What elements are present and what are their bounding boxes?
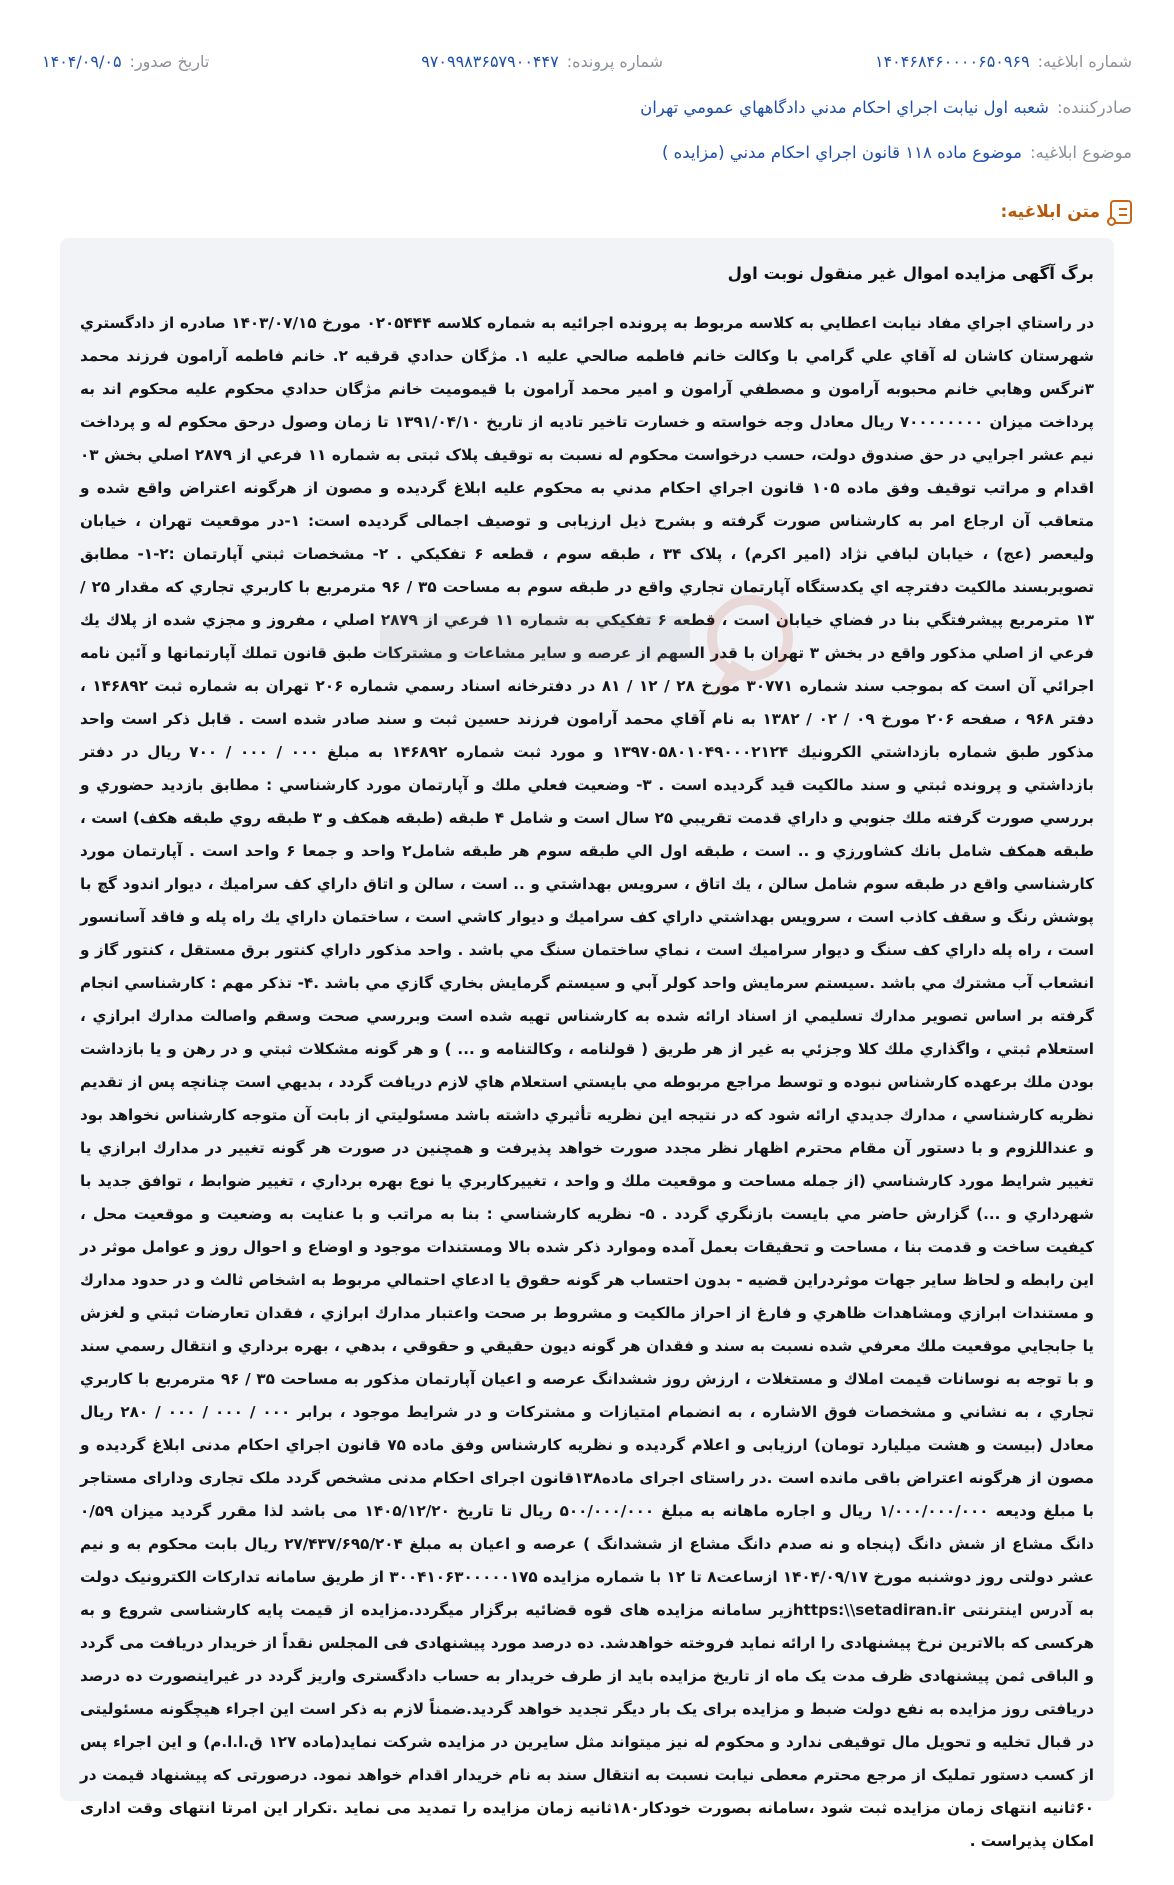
- subject-value: موضوع ماده ۱۱۸ قانون اجراي احکام مدني (مزايده ): [661, 143, 1022, 162]
- notice-body: در راستاي اجراي مفاد نيابت اعطايي به کلاسه مربوط به پرونده اجرائيه به شماره کلاسه ۰۲۰۵۴۴۴ مورخ ۱۴۰۳/۰۷/۱۵ صادره از دادگستري شهرستان کاشان له آقاي علي گرامي با وکالت خانم فاطمه صالحي عليه ۱. مژگان حدادي قرقيه ۲. خانم فاطمه آرامون فرزند محمد ۳نرگس وهابي خانم محبوبه آرامون و مصطفي آرامون و امير محمد آرامون با قيموميت خانم مژگان حدادي محکوم عليه محکوم اند به پرداخت ميزان ۷۰۰۰۰۰۰۰۰ ريال معادل وجه خواسته و خسارت تاخير تاديه از تاريخ ۱۳۹۱/۰۴/۱۰ تا زمان وصول درحق محکوم له و پرداخت نيم عشر اجرايي در حق صندوق دولت، حسب درخواست محکوم له نسبت به توقيف پلاک ثبتی به شماره ۱۱ فرعي از ۲۸۷۹ اصلي بخش ۰۳ اقدام و مراتب توقيف وفق ماده ۱۰۵ قانون اجراي احکام مدني به محکوم عليه ابلاغ گرديده و مصون از هرگونه اعتراض واقع شده و متعاقب آن ارجاع امر به کارشناس صورت گرفته و بشرح ذيل ارزيابی و توصيف اجمالی گرديده است: ۱-در موقعيت تهران ، خيابان وليعصر (عج) ، خيابان لبافي نژاد (امير اکرم) ، پلاک ۳۴ ، طبقه سوم ، قطعه ۶ تفکيکي . ۲- مشخصات ثبتي آپارتمان :۲-۱- مطابق تصويربسند مالکيت دفترچه اي يکدستگاه آپارتمان تجاري واقع در طبقه سوم به مساحت ۳۵ / ۹۶ مترمربع با کاربري تجاري که مقدار ۲۵ / ۱۳ مترمربع پيشرفتگي بنا در فضاي خيابان است ، قطعه ۶ تفکيکي به شماره ۱۱ فرعي از ۲۸۷۹ اصلي ، مفروز و مجزي شده از پلاك يك فرعي از اصلي مذكور واقع در بخش ۳ تهران با قدر السهم از عرصه و ساير مشاعات و مشتركات طبق قانون تملك آپارتمانها و آئين نامه اجرائي آن است كه بموجب سند شماره ۳۰۷۷۱ مورخ ۲۸ / ۱۲ / ۸۱ در دفترخانه اسناد رسمي شماره ۲۰۶ تهران به شماره ثبت ۱۴۶۸۹۲ ، دفتر ۹۶۸ ، صفحه ۲۰۶ مورخ ۰۹ / ۰۲ / ۱۳۸۲ به نام آقاي محمد آرامون فرزند حسين ثبت و سند صادر شده است . قابل ذكر است واحد مذكور طبق شماره بازداشتي الكرونيك ۱۳۹۷۰۵۸۰۱۰۴۹۰۰۰۲۱۲۴ و مورد ثبت شماره ۱۴۶۸۹۲ به مبلغ ۰۰۰ / ۰۰۰ / ۷۰۰ ريال در دفتر بازداشتي و پرونده ثبتي و سند مالكيت قيد گرديده است . ۳- وضعيت فعلي ملك و آپارتمان مورد كارشناسي : مطابق بازديد حضوري و بررسي صورت گرفته ملك جنوبي و داراي قدمت تقريبي ۲۵ سال است و شامل ۴ طبقه (طبقه همكف و ۳ طبقه روي طبقه هكف) است ، طبقه همكف شامل بانك كشاورزي و .. است ، طبقه اول الي طبقه سوم هر طبقه شامل۲ واحد و جمعا ۶ واحد است . آپارتمان مورد كارشناسي واقع در طبقه سوم شامل سالن ، يك اتاق ، سرويس بهداشتي و .. است ، سالن و اتاق داراي كف سراميك ، ديوار اندود گچ با پوشش رنگ و سقف كاذب است ، سرويس بهداشتي داراي كف سراميك و ديوار كاشي است ، ساختمان داراي يك راه پله و فاقد آسانسور است ، راه پله داراي كف سنگ و ديوار سراميك است ، نماي ساختمان سنگ مي باشد . واحد مذكور داراي كنتور برق مستقل ، كنتور گاز و انشعاب آب مشترك مي باشد .سيستم سرمايش واحد كولر آبي و سيستم گرمايش بخاري گازي مي باشد .۴- تذكر مهم : كارشناسي انجام گرفته بر اساس تصوير مدارك تسليمي از اسناد ارائه شده به كارشناس تهيه شده است وبررسي صحت وسقم واصالت مدارك ابرازي ، استعلام ثبتي ، واگذاري ملك كلا وجزئي به غير از هر طريق ( قولنامه ، وكالتنامه و ... ) و هر گونه مشكلات ثبتي و در رهن و يا بازداشت بودن ملك برعهده كارشناس نبوده و توسط مراجع مربوطه مي بايستي استعلام هاي لازم دريافت گردد ، بديهي است چنانچه پس از تقديم نظريه كارشناسي ، مدارك جديدي ارائه شود كه در نتيجه اين نظريه تأثيري داشته باشد مسئوليتي از بابت آن متوجه كارشناس نخواهد بود و عنداللزوم و با دستور آن مقام محترم اظهار نظر مجدد صورت خواهد پذيرفت و همچنين در صورت هر گونه تغيير در مدارك ابرازي يا تغيير شرايط مورد كارشناسي (از جمله مساحت و موقعيت ملك و واحد ، تغييركاربري يا نوع بهره برداري ، تغيير ضوابط ، توافق جديد با شهرداري و ...) گزارش حاضر مي بايست بازنگري گردد . ۵- نظريه كارشناسي : بنا به مراتب و با عنايت به وضعيت و موقعيت محل ، كيفيت ساخت و قدمت بنا ، مساحت و تحقيقات بعمل آمده وموارد ذكر شده بالا ومستندات موجود و اوضاع و احوال روز و عوامل موثر در اين رابطه و لحاظ ساير جهات موثردراين قضيه - بدون احتساب هر گونه حقوق يا ادعاي احتمالي مربوط به اشخاص ثالث و در حدود مدارك و مستندات ابرازي ومشاهدات ظاهري و فارغ از احراز مالكيت و مشروط بر صحت واعتبار مدارك ابرازي ، فقدان تعارضات ثبتي و لغزش يا جابجايي موقعيت ملك معرفي شده نسبت به سند و فقدان هر گونه ديون حقيقي و حقوقي ، بدهي ، بهره برداري و انتقال رسمي سند و با توجه به نوسانات قيمت املاك و مستغلات ، ارزش روز ششدانگ عرصه و اعيان آپارتمان مذكور به مساحت ۳۵ / ۹۶ مترمربع با كاربري تجاري ، به نشاني و مشخصات فوق الاشاره ، به انضمام امتيازات و مشتركات و در شرايط موجود ، برابر ۰۰۰ / ۰۰۰ / ۰۰۰ / ۲۸۰ ريال معادل (بيست و هشت ميليارد تومان) ارزيابی و اعلام گرديده و نظريه کارشناس وفق ماده ۷۵ قانون اجراي احکام مدنی ابلاغ گرديده و مصون از هرگونه اعتراض باقی مانده است .در راستای اجرای ماده۱۳۸قانون اجرای احکام مدنی مشخص گردد ملک تجاری ودارای مستاجر با مبلغ وديعه ۱/۰۰۰/۰۰۰/۰۰۰ ريال و اجاره ماهانه به مبلغ ۵۰۰/۰۰۰/۰۰۰ ريال تا تاريخ ۱۴۰۵/۱۲/۲۰ می باشد لذا مقرر گرديد ميزان ۰/۵۹ دانگ مشاع از شش دانگ (پنجاه و نه صدم دانگ مشاع از ششدانگ ) عرصه و اعيان به مبلغ ۲۷/۴۳۷/۶۹۵/۲۰۴ ريال بابت محکوم به و نيم عشر دولتی روز دوشنبه مورخ ۱۴۰۴/۰۹/۱۷ ازساعت۸ تا ۱۲ با شماره مزايده ۳۰۰۴۱۰۶۳۰۰۰۰۰۱۷۵ از طريق سامانه تدارکات الکترونيک دولت به آدرس اينترنتی https:\\setadiran.irزیر سامانه مزايده های قوه قضائيه برگزار ميگردد.مزايده از قيمت پايه کارشناسی شروع و به هرکسی که بالاترين نرخ پيشنهادی را ارائه نمايد فروخته خواهدشد. ده درصد مورد پيشنهادی فی المجلس نقداً از خريدار دريافت می گردد و الباقی ثمن پيشنهادی ظرف مدت يک ماه از تاريخ مزايده بايد از طرف خريدار به حساب دادگستری واريز گردد در غيراينصورت ده درصد دريافتی روز مزايده به نفع دولت ضبط و مزايده برای يک بار ديگر تجديد خواهد گرديد.ضمناً لازم به ذکر است اين اجراء هيچگونه مسئوليتی در قبال تخليه و تحويل مال توقيفی ندارد و محکوم له نيز ميتواند مثل سايرين در مزايده شرکت نمايد(ماده ۱۲۷ ق.ا.ا.م) و اين اجراء پس از کسب دستور تمليک از مرجع محترم معطی نيابت نسبت به انتقال سند به نام خريدار اقدام خواهد نمود. درصورتی که پيشنهاد قيمت در ۶۰ثانيه انتهای زمان مزايده ثبت شود ،سامانه بصورت خودکار۱۸۰ثانيه زمان مزايده را تمديد می نمايد .تکرار اين امرتا انتهای وقت اداری امکان پذيراست .: [80, 314, 1095, 1850]
- issuer-value: شعبه اول نيابت اجراي احکام مدني دادگاههاي عمومي تهران: [640, 98, 1049, 117]
- header-meta: [42, 52, 1132, 71]
- issue-date: [42, 52, 209, 71]
- case-number-label: شماره پرونده:: [566, 52, 664, 71]
- case-number-value: ۹۷۰۹۹۸۳۶۵۷۹۰۰۴۴۷: [421, 52, 559, 71]
- document-icon: [1110, 200, 1132, 224]
- notice-number: [875, 52, 1132, 71]
- issue-date-value: ۱۴۰۴/۰۹/۰۵: [42, 52, 122, 71]
- notice-text-heading-label: متن ابلاغیه:: [1000, 202, 1100, 222]
- notice-panel: [60, 238, 1114, 1850]
- subject-label: موضوع ابلاغیه:: [1029, 143, 1132, 162]
- issuer-label: صادرکننده:: [1056, 98, 1132, 117]
- notice-number-label: شماره ابلاغیه:: [1037, 52, 1132, 71]
- notice-title: برگ آگهی مزايده اموال غير منقول نوبت اول: [727, 264, 1094, 283]
- issuer-line: [42, 98, 1132, 117]
- subject-line: [42, 143, 1132, 162]
- case-number: [421, 52, 663, 71]
- issue-date-label: تاریخ صدور:: [129, 52, 210, 71]
- notice-number-value: ۱۴۰۴۶۸۴۶۰۰۰۰۶۵۰۹۶۹: [874, 52, 1030, 71]
- notice-text-heading: [1001, 200, 1132, 224]
